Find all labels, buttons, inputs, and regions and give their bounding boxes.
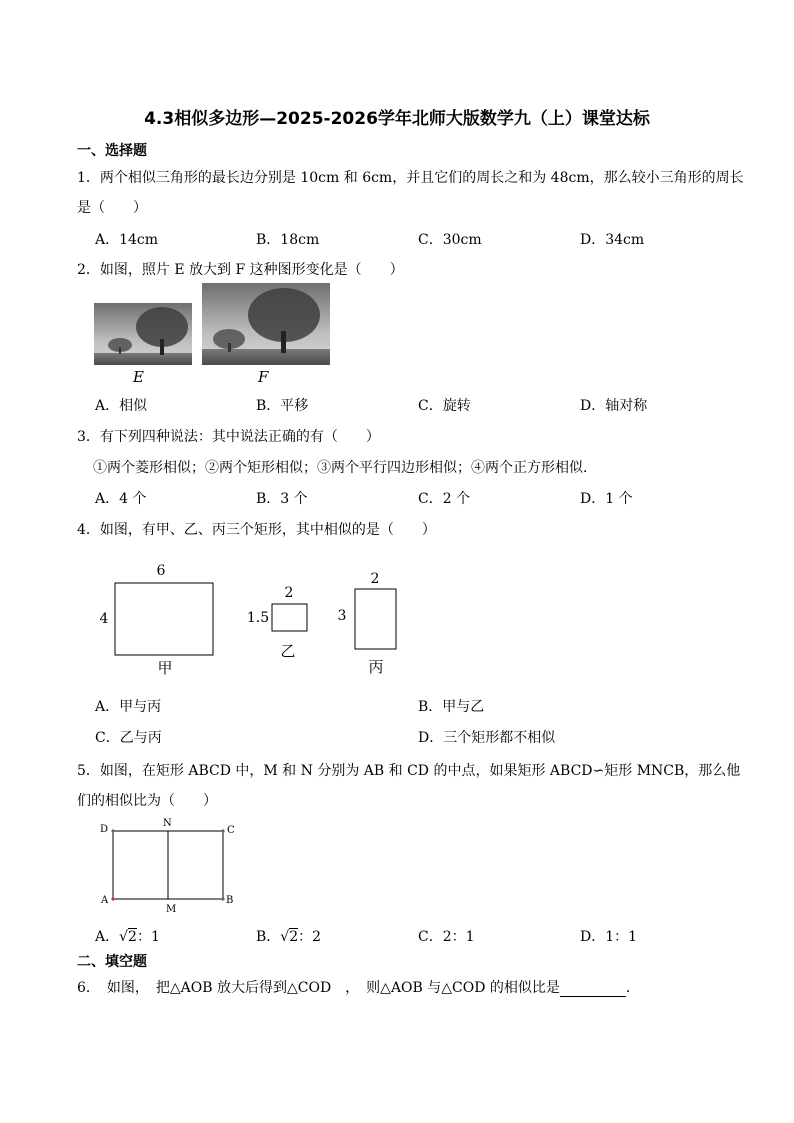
rect-yi-side-label: 1.5 xyxy=(246,610,270,626)
q3-option-b[interactable]: B．3 个 xyxy=(256,491,308,507)
q2-option-d[interactable]: D．轴对称 xyxy=(580,398,648,414)
question-5-line-1: 5．如图，在矩形 ABCD 中，M 和 N 分别为 AB 和 CD 的中点，如果矩形 ABCD∽矩形 MNCB，那么他 xyxy=(77,763,741,779)
answer-blank[interactable] xyxy=(560,982,626,997)
page-title: 4.3相似多边形—2025-2026学年北师大版数学九（上）课堂达标 xyxy=(144,109,650,129)
q3-option-c[interactable]: C．2 个 xyxy=(418,491,471,507)
rect-yi-name: 乙 xyxy=(280,642,296,660)
q5-option-a-prefix: A． xyxy=(95,929,120,945)
rect-bing-top-label: 2 xyxy=(370,571,380,587)
sqrt-sign-icon: √ xyxy=(280,929,290,945)
point-d-label: D xyxy=(100,824,109,835)
rect-jia-top-label: 6 xyxy=(156,563,166,579)
q4-option-d[interactable]: D．三个矩形都不相似 xyxy=(418,730,556,746)
rectangle-abcd-figure xyxy=(96,814,242,918)
q5-option-c[interactable]: C．2：1 xyxy=(418,929,475,945)
q5-option-b-suffix: ：2 xyxy=(298,929,322,945)
q5-option-b-radicand: 2 xyxy=(289,929,299,945)
rect-yi-top-label: 2 xyxy=(284,585,294,601)
q1-option-c[interactable]: C．30cm xyxy=(418,232,482,248)
rect-yi xyxy=(272,604,307,631)
rect-bing xyxy=(355,589,396,649)
q2-option-a[interactable]: A．相似 xyxy=(95,398,148,414)
q5-option-d[interactable]: D．1：1 xyxy=(580,929,638,945)
q4-option-b[interactable]: B．甲与乙 xyxy=(418,699,485,715)
photo-e-label: E xyxy=(133,368,144,386)
question-1-line-1: 1．两个相似三角形的最长边分别是 10cm 和 6cm，并且它们的周长之和为 48cm，那么较小三角形的周长 xyxy=(77,170,744,186)
photo-f xyxy=(202,283,330,365)
photo-e xyxy=(94,303,192,365)
q5-option-a-radicand: 2 xyxy=(128,929,137,945)
question-4-text: 4．如图，有甲、乙、丙三个矩形，其中相似的是（ ） xyxy=(77,522,436,538)
rect-jia-side-label: 4 xyxy=(99,611,109,627)
question-6-text: 6． 如图， 把△AOB 放大后得到△COD ， 则△AOB 与△COD 的相似比是 xyxy=(77,980,560,996)
section-heading-choice: 一、选择题 xyxy=(77,143,147,159)
q1-option-a[interactable]: A．14cm xyxy=(95,232,159,248)
q5-option-b[interactable] xyxy=(256,926,321,946)
q1-option-b[interactable]: B．18cm xyxy=(256,232,320,248)
question-5-line-2: 们的相似比为（ ） xyxy=(77,793,217,809)
question-6 xyxy=(77,977,630,997)
question-6-end: . xyxy=(625,980,631,996)
q2-option-b[interactable]: B．平移 xyxy=(256,398,309,414)
point-a-label: A xyxy=(101,895,109,906)
rect-bing-name: 丙 xyxy=(368,658,384,676)
q3-option-a[interactable]: A．4 个 xyxy=(95,491,147,507)
q2-option-c[interactable]: C．旋转 xyxy=(418,398,471,414)
rect-jia xyxy=(115,583,213,655)
rect-jia-name: 甲 xyxy=(157,659,173,677)
sqrt-sign-icon: √ xyxy=(119,929,129,945)
q5-option-a-suffix: ：1 xyxy=(136,929,160,945)
point-n-label: N xyxy=(163,818,172,829)
section-heading-fill: 二、填空题 xyxy=(77,954,147,970)
q4-option-a[interactable]: A．甲与丙 xyxy=(95,699,162,715)
q5-option-a[interactable] xyxy=(95,926,160,946)
question-1-line-2: 是（ ） xyxy=(77,200,147,216)
point-m-label: M xyxy=(166,904,177,915)
photo-figures xyxy=(94,283,334,367)
point-c-label: C xyxy=(227,825,235,836)
point-b-label: B xyxy=(226,895,234,906)
q1-option-d[interactable]: D．34cm xyxy=(580,232,645,248)
photo-f-label: F xyxy=(258,368,269,386)
question-3-text: 3．有下列四种说法：其中说法正确的有（ ） xyxy=(77,429,380,445)
q4-option-c[interactable]: C．乙与丙 xyxy=(95,730,162,746)
q5-option-b-prefix: B． xyxy=(256,929,281,945)
q3-option-d[interactable]: D．1 个 xyxy=(580,491,633,507)
rect-bing-side-label: 3 xyxy=(337,608,347,624)
rectangles-figure xyxy=(95,558,415,682)
question-3-statements: ①两个菱形相似；②两个矩形相似；③两个平行四边形相似；④两个正方形相似． xyxy=(93,460,597,476)
question-2-text: 2．如图，照片 E 放大到 F 这种图形变化是（ ） xyxy=(77,262,404,278)
